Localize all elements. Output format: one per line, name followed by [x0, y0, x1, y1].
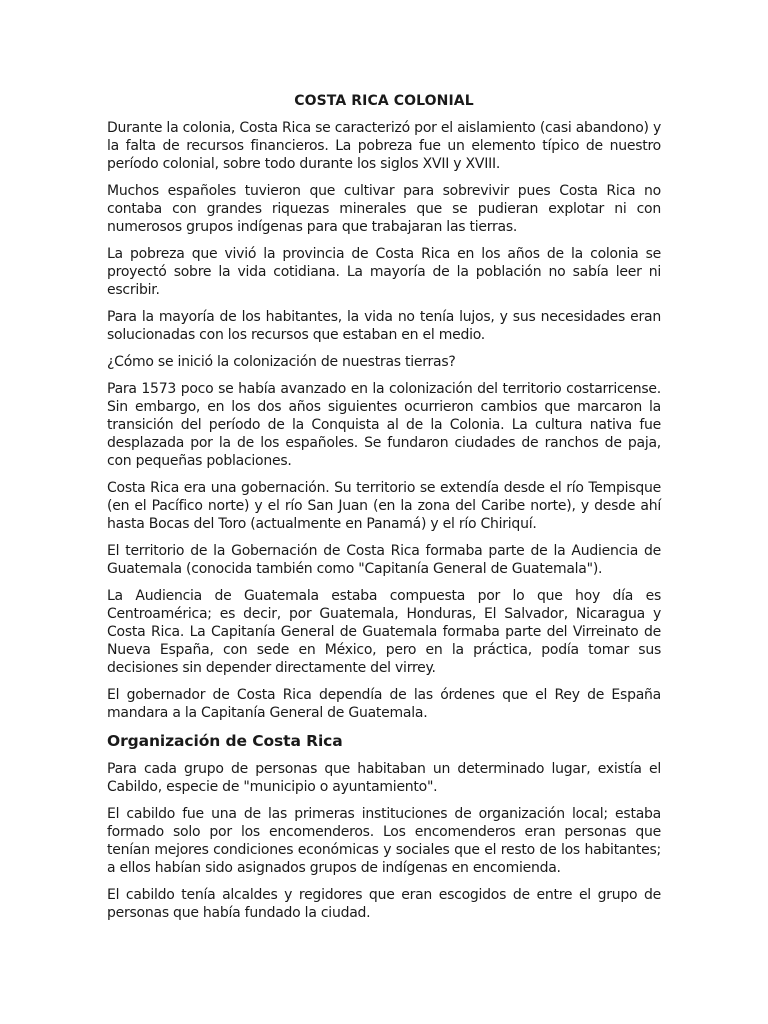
paragraph-no-luxuries: Para la mayoría de los habitantes, la vida no tenía lujos, y sus necesidades eran solucionadas con los recursos que estaban en el medio.	[107, 309, 661, 343]
paragraph-gobernacion-territory: Costa Rica era una gobernación. Su territorio se extendía desde el río Tempisque (en el Pacífico norte) y el río San Juan (en la zona del Caribe norte), y desde ahí hasta Bocas del Toro (actualmente en Panamá) y el río Chiriquí.	[107, 480, 661, 532]
paragraph-cabildo-encomenderos: El cabildo fue una de las primeras instituciones de organización local; estaba formado solo por los encomenderos. Los encomenderos eran personas que tenían mejores condiciones económicas y sociales que el resto de los habitantes; a ellos habían sido asignados grupos de indígenas en encomienda.	[107, 806, 661, 876]
document-page	[107, 92, 661, 931]
paragraph-question-colonization: ¿Cómo se inició la colonización de nuestras tierras?	[107, 354, 456, 370]
paragraph-gobernador: El gobernador de Costa Rica dependía de las órdenes que el Rey de España mandara a la Capitanía General de Guatemala.	[107, 687, 661, 721]
paragraph-colonial-isolation: Durante la colonia, Costa Rica se caracterizó por el aislamiento (casi abandono) y la falta de recursos financieros. La pobreza fue un elemento típico de nuestro período colonial, sobre todo durante los siglos XVII y XVIII.	[107, 120, 661, 172]
paragraph-cabildo-definition: Para cada grupo de personas que habitaban un determinado lugar, existía el Cabildo, especie de "municipio o ayuntamiento".	[107, 761, 661, 795]
section-heading-organizacion: Organización de Costa Rica	[107, 732, 343, 750]
paragraph-cabildo-alcaldes: El cabildo tenía alcaldes y regidores que eran escogidos de entre el grupo de personas que había fundado la ciudad.	[107, 887, 661, 921]
paragraph-audiencia-composition: La Audiencia de Guatemala estaba compuesta por lo que hoy día es Centroamérica; es decir, por Guatemala, Honduras, El Salvador, Nicaragua y Costa Rica. La Capitanía General de Guatemala formaba parte del Virreinato de Nueva España, con sede en México, pero en la práctica, podía tomar sus decisiones sin depender directamente del virrey.	[107, 588, 661, 676]
paragraph-audiencia-guatemala: El territorio de la Gobernación de Costa Rica formaba parte de la Audiencia de Guatemala (conocida también como "Capitanía General de Guatemala").	[107, 543, 661, 577]
paragraph-1573: Para 1573 poco se había avanzado en la colonización del territorio costarricense. Sin embargo, en los dos años siguientes ocurrieron cambios que marcaron la transición del período de la Conquista al de la Colonia. La cultura nativa fue desplazada por la de los españoles. Se fundaron ciudades de ranchos de paja, con pequeñas poblaciones.	[107, 381, 661, 469]
paragraph-poverty-daily-life: La pobreza que vivió la provincia de Costa Rica en los años de la colonia se proyectó sobre la vida cotidiana. La mayoría de la población no sabía leer ni escribir.	[107, 246, 661, 298]
document-title: COSTA RICA COLONIAL	[294, 93, 474, 109]
paragraph-cultivation: Muchos españoles tuvieron que cultivar para sobrevivir pues Costa Rica no contaba con grandes riquezas minerales que se pudieran explotar ni con numerosos grupos indígenas para que trabajaran las tierras.	[107, 183, 661, 235]
